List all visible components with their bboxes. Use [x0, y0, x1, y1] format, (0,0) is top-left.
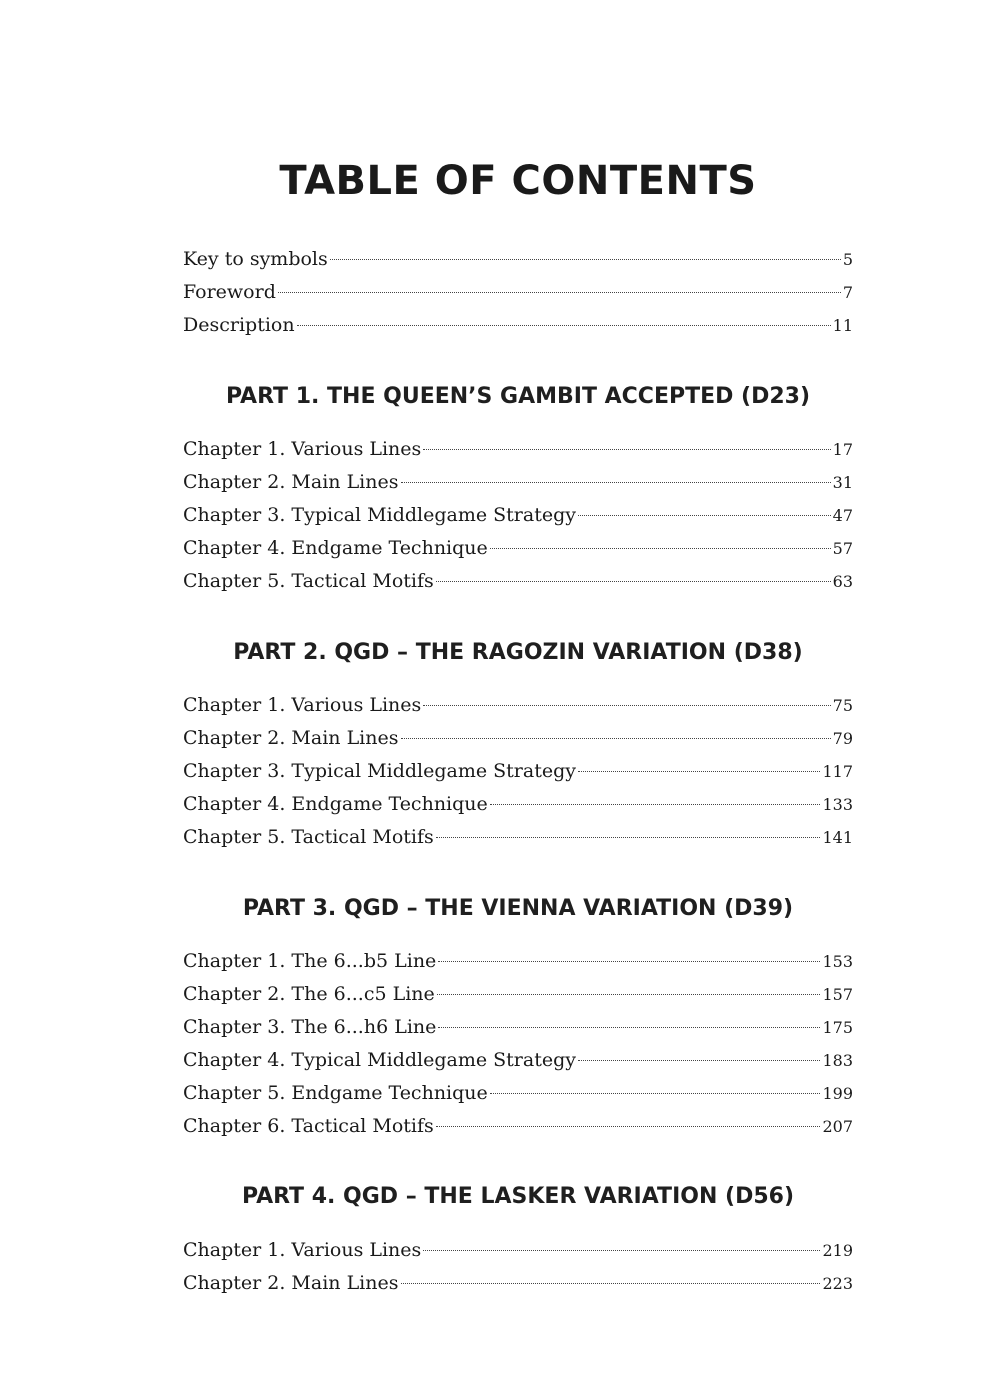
toc-entry-description[interactable] [183, 309, 853, 342]
toc-entry-page: 133 [822, 795, 853, 814]
toc-entry-page: 31 [832, 473, 853, 492]
toc-entry-page: 7 [842, 283, 853, 302]
dot-leader [436, 836, 821, 838]
toc-entry-page: 57 [832, 539, 853, 558]
toc-entry-page: 141 [822, 828, 853, 847]
toc-entry-page: 63 [832, 572, 853, 591]
dot-leader [438, 1026, 820, 1028]
toc-entry-label: Chapter 3. The 6...h6 Line [183, 1016, 437, 1038]
toc-entry[interactable] [183, 466, 853, 499]
dot-leader [401, 481, 831, 483]
toc-entry[interactable] [183, 532, 853, 565]
toc-entry[interactable] [183, 821, 853, 854]
toc-entry[interactable] [183, 689, 853, 722]
chapter-list [183, 1234, 853, 1300]
toc-entry-key-to-symbols[interactable] [183, 243, 853, 276]
dot-leader [436, 1125, 821, 1127]
toc-entry-label: Foreword [183, 281, 276, 303]
part-4-heading: PART 4. QGD – THE LASKER VARIATION (D56) [241, 1184, 795, 1209]
toc-entry[interactable] [183, 565, 853, 598]
toc-entry[interactable] [183, 1267, 853, 1300]
toc-entry-page: 153 [822, 952, 853, 971]
toc-entry[interactable] [183, 499, 853, 532]
dot-leader [438, 960, 820, 962]
chapter-list [183, 433, 853, 598]
toc-entry-page: 11 [832, 316, 853, 335]
part-4-chapters [183, 1234, 853, 1300]
toc-entry-page: 17 [832, 440, 853, 459]
front-matter-list [183, 243, 853, 342]
toc-entry-label: Chapter 5. Tactical Motifs [183, 570, 434, 592]
toc-entry-label: Chapter 5. Tactical Motifs [183, 826, 434, 848]
dot-leader [578, 1059, 820, 1061]
dot-leader [330, 258, 841, 260]
dot-leader [437, 993, 821, 995]
toc-entry-label: Description [183, 314, 295, 336]
toc-entry-label: Chapter 2. Main Lines [183, 727, 399, 749]
toc-entry-label: Chapter 3. Typical Middlegame Strategy [183, 504, 576, 526]
dot-leader [423, 448, 830, 450]
toc-entry-label: Chapter 2. Main Lines [183, 1272, 399, 1294]
toc-entry[interactable] [183, 1234, 853, 1267]
toc-entry[interactable] [183, 1044, 853, 1077]
toc-entry-foreword[interactable] [183, 276, 853, 309]
part-3-heading: PART 3. QGD – THE VIENNA VARIATION (D39) [242, 896, 794, 921]
toc-entry-page: 117 [822, 762, 853, 781]
toc-entry[interactable] [183, 1011, 853, 1044]
toc-entry[interactable] [183, 1110, 853, 1143]
toc-entry-label: Chapter 5. Endgame Technique [183, 1082, 488, 1104]
dot-leader [423, 704, 830, 706]
toc-entry-page: 5 [842, 250, 853, 269]
dot-leader [490, 1092, 821, 1094]
toc-entry-page: 199 [822, 1084, 853, 1103]
toc-entry-label: Chapter 6. Tactical Motifs [183, 1115, 434, 1137]
toc-entry-page: 175 [822, 1018, 853, 1037]
dot-leader [278, 291, 841, 293]
toc-entry[interactable] [183, 722, 853, 755]
toc-entry-label: Chapter 1. Various Lines [183, 438, 422, 460]
toc-entry-label: Chapter 4. Typical Middlegame Strategy [183, 1049, 576, 1071]
toc-entry-page: 157 [822, 985, 853, 1004]
dot-leader [490, 547, 831, 549]
toc-entry-page: 47 [832, 506, 853, 525]
toc-entry-label: Chapter 1. Various Lines [183, 694, 422, 716]
toc-entry-label: Chapter 4. Endgame Technique [183, 537, 488, 559]
toc-entry[interactable] [183, 978, 853, 1011]
toc-entry[interactable] [183, 788, 853, 821]
dot-leader [578, 514, 831, 516]
toc-entry-label: Key to symbols [183, 248, 328, 270]
dot-leader [297, 324, 831, 326]
part-1-chapters [183, 433, 853, 598]
chapter-list [183, 945, 853, 1143]
dot-leader [490, 803, 821, 805]
toc-entry[interactable] [183, 1077, 853, 1110]
front-matter [183, 243, 853, 342]
toc-entry-label: Chapter 1. Various Lines [183, 1239, 422, 1261]
toc-entry-label: Chapter 2. Main Lines [183, 471, 399, 493]
part-1-heading: PART 1. THE QUEEN’S GAMBIT ACCEPTED (D23) [225, 384, 811, 409]
part-2-heading: PART 2. QGD – THE RAGOZIN VARIATION (D38) [233, 640, 803, 665]
toc-entry-page: 207 [822, 1117, 853, 1136]
chapter-list [183, 689, 853, 854]
toc-entry[interactable] [183, 433, 853, 466]
page-title: TABLE OF CONTENTS [279, 158, 757, 204]
toc-entry-label: Chapter 4. Endgame Technique [183, 793, 488, 815]
toc-entry-label: Chapter 1. The 6...b5 Line [183, 950, 437, 972]
part-2-chapters [183, 689, 853, 854]
toc-entry-label: Chapter 3. Typical Middlegame Strategy [183, 760, 576, 782]
toc-entry-page: 223 [822, 1274, 853, 1293]
toc-entry-label: Chapter 2. The 6...c5 Line [183, 983, 435, 1005]
dot-leader [401, 737, 831, 739]
toc-entry-page: 75 [832, 696, 853, 715]
dot-leader [578, 770, 820, 772]
dot-leader [423, 1249, 820, 1251]
dot-leader [436, 580, 831, 582]
toc-entry-page: 219 [822, 1241, 853, 1260]
toc-entry[interactable] [183, 755, 853, 788]
dot-leader [401, 1282, 821, 1284]
toc-entry-page: 79 [832, 729, 853, 748]
toc-entry[interactable] [183, 945, 853, 978]
part-3-chapters [183, 945, 853, 1143]
toc-entry-page: 183 [822, 1051, 853, 1070]
